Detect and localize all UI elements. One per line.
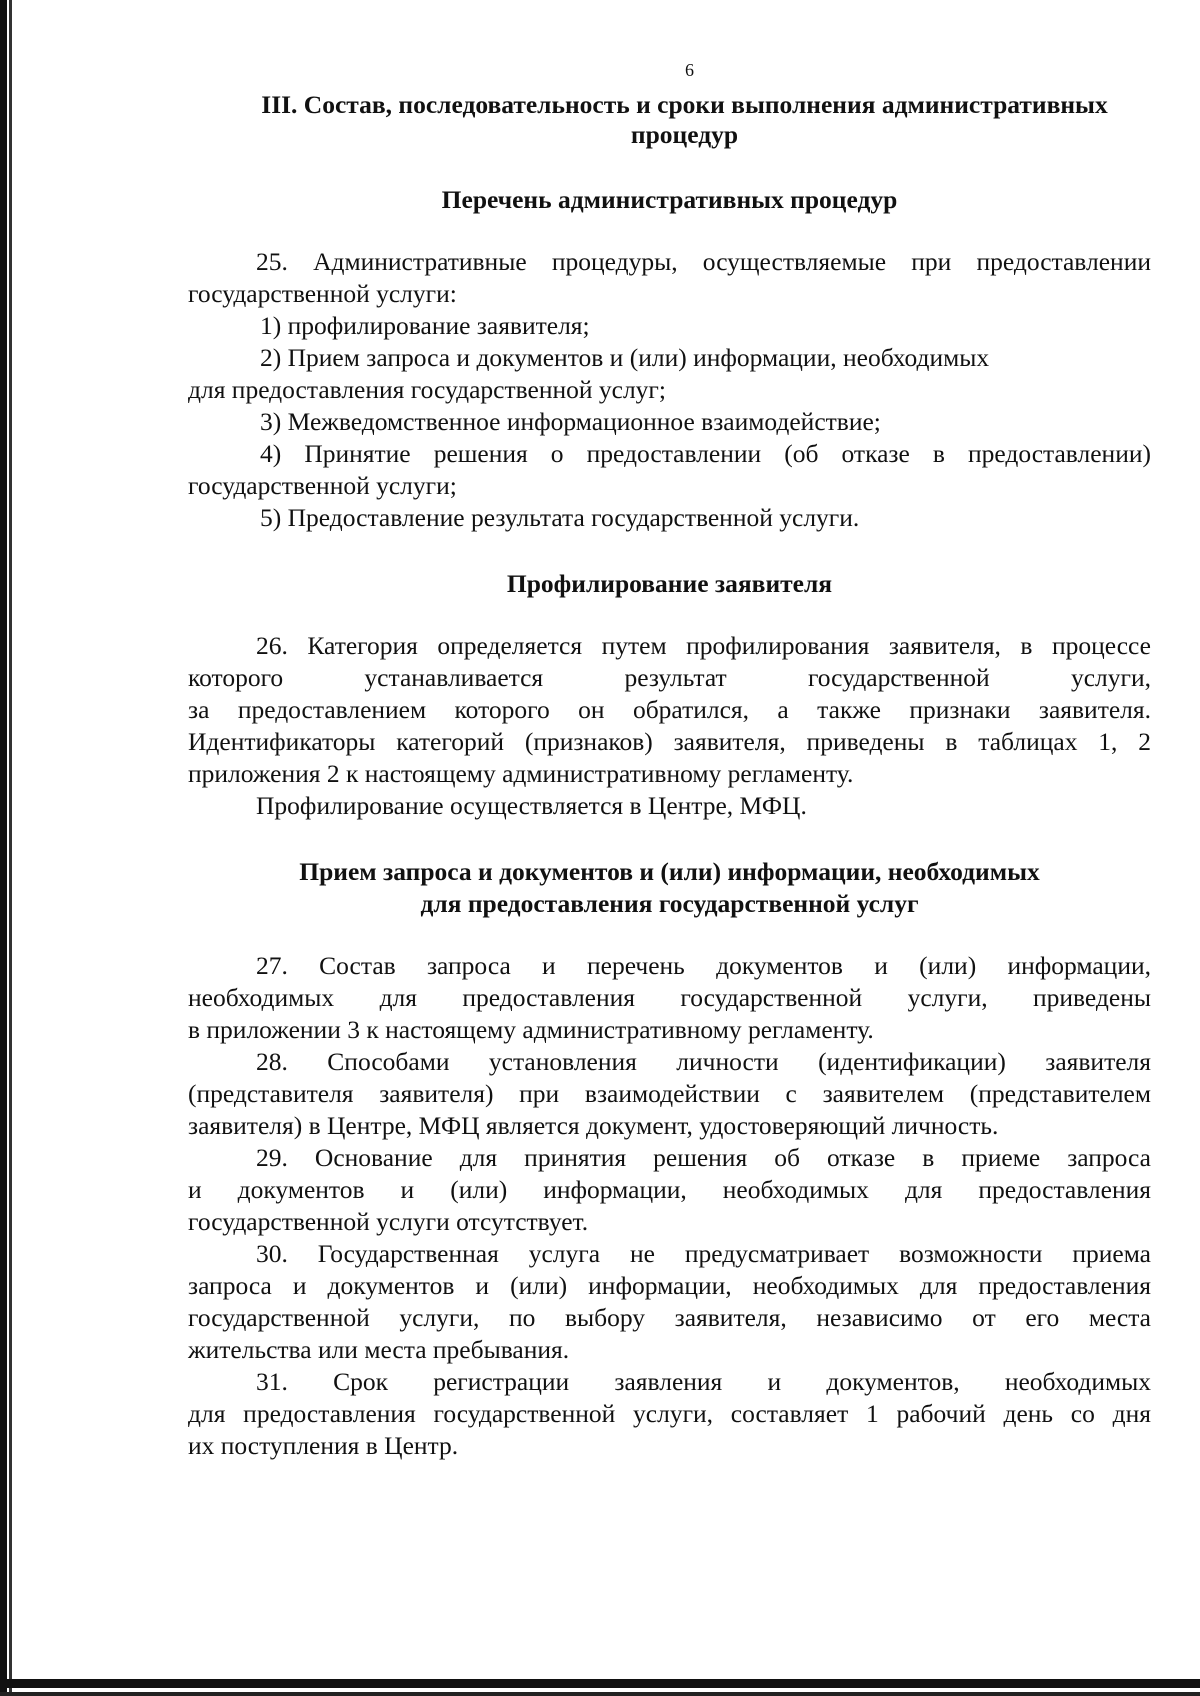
list-item: 4) Принятие решения о предоставлении (об отказе в предоставлении) (260, 439, 1151, 468)
scan-border-left-inner (9, 0, 12, 1696)
list-item: 3) Межведомственное информационное взаимодействие; (260, 407, 881, 436)
paragraph-30-line: 30. Государственная услуга не предусматривает возможности приема (256, 1239, 1151, 1268)
section-title-line: процедур (630, 120, 739, 149)
list-item-continuation: государственной услуги; (188, 471, 457, 500)
subheading-line: Прием запроса и документов и (или) информации, необходимых (299, 857, 1040, 886)
paragraph-26-line: приложения 2 к настоящему административному регламенту. (188, 759, 854, 788)
paragraph-28-line: (представителя заявителя) при взаимодействии с заявителем (представителем (188, 1079, 1151, 1108)
paragraph-26-line: за предоставлением которого он обратился, а также признаки заявителя. (188, 695, 1151, 724)
document-page (188, 58, 1151, 1462)
list-item: 2) Прием запроса и документов и (или) информации, необходимых (260, 343, 990, 372)
paragraph-28-line: заявителя) в Центре, МФЦ является документ, удостоверяющий личность. (188, 1111, 999, 1140)
paragraph-30-line: запроса и документов и (или) информации, необходимых для предоставления (188, 1271, 1151, 1300)
paragraph-30-line: жительства или места пребывания. (188, 1335, 570, 1364)
paragraph-28-line: 28. Способами установления личности (идентификации) заявителя (256, 1047, 1151, 1076)
paragraph-26-line: Идентификаторы категорий (признаков) заявителя, приведены в таблицах 1, 2 (188, 727, 1151, 756)
section-title-line: III. Состав, последовательность и сроки выполнения административных (261, 90, 1108, 119)
paragraph-26-line: которого устанавливается результат государственной услуги, (188, 663, 1151, 692)
list-item: 5) Предоставление результата государственной услуги. (260, 503, 860, 532)
paragraph-29-line: 29. Основание для принятия решения об отказе в приеме запроса (256, 1143, 1151, 1172)
section-title (188, 90, 1151, 150)
subheading-request-intake (188, 856, 1151, 920)
paragraph-29-line: государственной услуги отсутствует. (188, 1207, 589, 1236)
paragraph-29-line: и документов и (или) информации, необходимых для предоставления (188, 1175, 1151, 1204)
scan-border-bottom (0, 1679, 1200, 1688)
paragraph-31-line: 31. Срок регистрации заявления и документов, необходимых (256, 1367, 1151, 1396)
subheading-profiling: Профилирование заявителя (506, 569, 833, 598)
paragraph-26b: Профилирование осуществляется в Центре, МФЦ. (256, 791, 807, 820)
paragraph-25-line: государственной услуги: (188, 279, 457, 308)
paragraph-31-line: для предоставления государственной услуги, составляет 1 рабочий день со дня (188, 1399, 1151, 1428)
list-item: 1) профилирование заявителя; (260, 311, 590, 340)
subheading-line: для предоставления государственной услуг (420, 889, 919, 918)
paragraph-27-line: 27. Состав запроса и перечень документов и (или) информации, (256, 951, 1151, 980)
paragraph-27-line: необходимых для предоставления государственной услуги, приведены (188, 983, 1151, 1012)
paragraph-31-line: их поступления в Центр. (188, 1431, 459, 1460)
paragraph-25-line: 25. Административные процедуры, осуществляемые при предоставлении (256, 247, 1151, 276)
subheading-procedure-list: Перечень административных процедур (441, 185, 898, 214)
scan-border-left (0, 0, 7, 1696)
page-number: 6 (685, 60, 694, 80)
paragraph-30-line: государственной услуги, по выбору заявителя, независимо от его места (188, 1303, 1151, 1332)
paragraph-27-line: в приложении 3 к настоящему административному регламенту. (188, 1015, 874, 1044)
list-item-continuation: для предоставления государственной услуг; (188, 375, 666, 404)
paragraph-26-line: 26. Категория определяется путем профилирования заявителя, в процессе (256, 631, 1151, 660)
scan-border-bottom-outer (0, 1692, 1200, 1696)
